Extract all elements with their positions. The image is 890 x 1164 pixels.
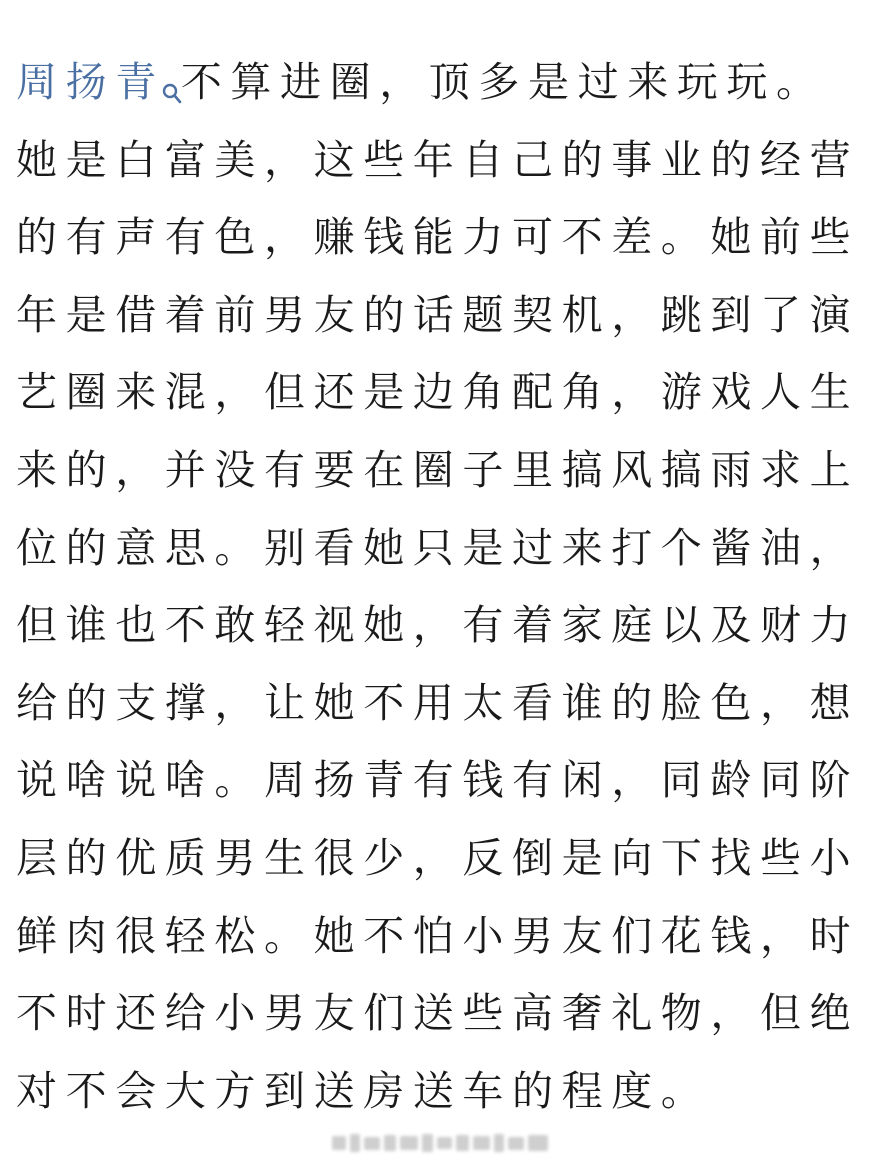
article-line: 的有声有色，赚钱能力可不差。她前些 [16,213,860,262]
article-line: 鲜肉很轻松。她不怕小男友们花钱，时 [16,911,860,960]
article-line: 她是白富美，这些年自己的事业的经营 [16,135,860,184]
search-icon[interactable] [161,54,183,78]
blurred-watermark-icon [330,1131,552,1155]
article-line: 来的，并没有要在圈子里搞风搞雨求上 [16,445,860,494]
article-line: 层的优质男生很少，反倒是向下找些小 [16,833,860,882]
article-line: 位的意思。别看她只是过来打个酱油， [16,523,860,572]
article-line: 不时还给小男友们送些高奢礼物，但绝 [16,989,860,1038]
article-line [16,44,876,122]
article-line: 但谁也不敢轻视她，有着家庭以及财力 [16,601,860,650]
article-line: 说啥说啥。周扬青有钱有闲，同龄同阶 [16,756,860,805]
article-line: 对不会大方到送房送车的程度。 [16,1066,711,1115]
article-body [16,44,876,1130]
topic-link[interactable]: 周扬青 [16,58,165,106]
article-line: 给的支撑，让她不用太看谁的脸色，想 [16,678,860,727]
article-line-text: 不算进圈，顶多是过来玩玩。 [180,58,826,106]
article-line: 艺圈来混，但还是边角配角，游戏人生 [16,368,860,417]
article-line: 年是借着前男友的话题契机，跳到了演 [16,290,860,339]
